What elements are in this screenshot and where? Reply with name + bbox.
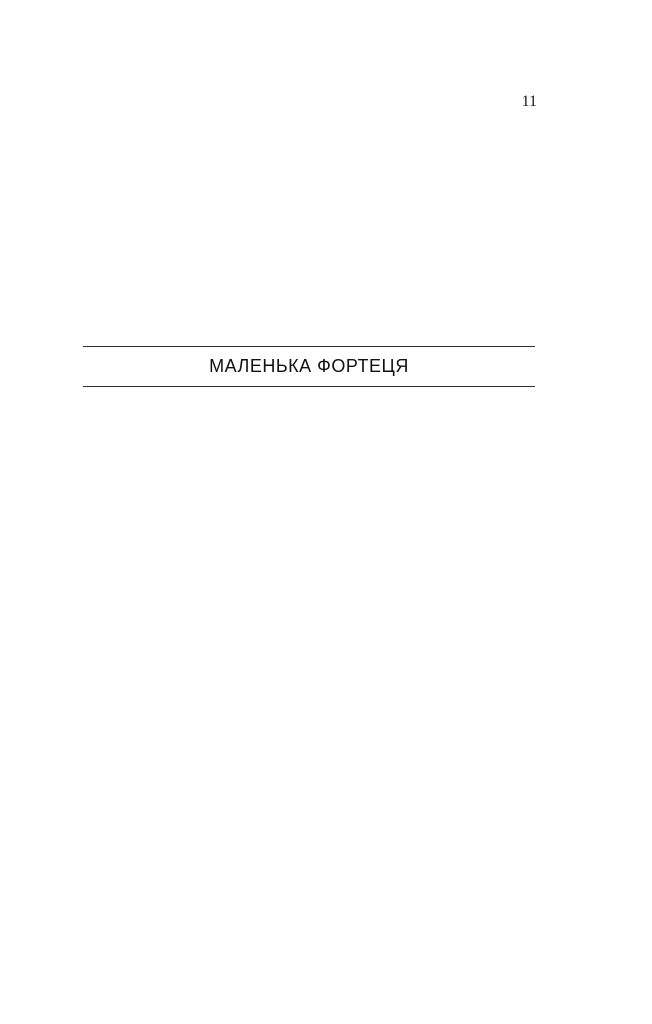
section-heading-band — [83, 346, 535, 390]
top-text-block — [83, 136, 535, 214]
paragraph — [83, 460, 535, 486]
paragraph — [83, 188, 535, 214]
heading-rule-bottom — [83, 386, 535, 387]
paragraph — [83, 162, 535, 188]
paragraph — [83, 434, 535, 460]
section-text-block — [83, 408, 535, 538]
paragraph — [83, 512, 535, 538]
heading-rule-top — [83, 346, 535, 347]
page-number: 11 — [521, 93, 537, 110]
section-heading: МАЛЕНЬКА ФОРТЕЦЯ — [209, 356, 409, 376]
paragraph — [83, 486, 535, 512]
paragraph — [83, 136, 535, 162]
paragraph — [83, 408, 535, 434]
